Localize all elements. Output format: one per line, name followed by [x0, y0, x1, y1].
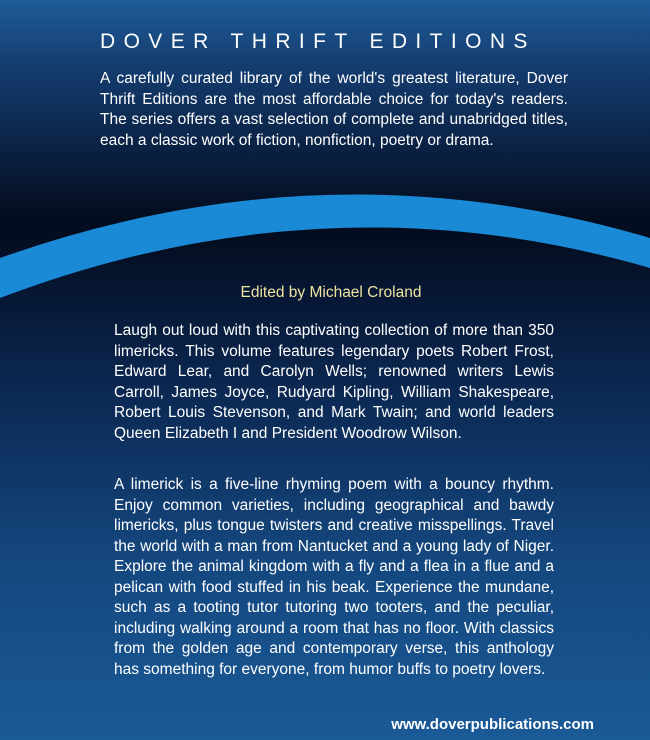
series-description: A carefully curated library of the world's greatest literature, Dover Thrift Editions are the most affordable choice for today's readers. The series offers a vast selection of complete and unabridged titles, each a classic work of fiction, nonfiction, poetry or drama.: [100, 70, 568, 149]
blurb-paragraph: Laugh out loud with this captivating collection of more than 350 limericks. This volume features legendary poets Robert Frost, Edward Lear, and Carolyn Wells; renowned writers Lewis Carroll, James Joyce, Rudyard Kipling, William Shakespeare, Robert Louis Stevenson, and Mark Twain; and world leaders Queen Elizabeth I and President Woodrow Wilson.: [114, 322, 554, 442]
blurb-paragraph: A limerick is a five-line rhyming poem with a bouncy rhythm. Enjoy common varieties, including geographical and bawdy limericks, plus tongue twisters and creative misspellings. Travel the world with a man from Nantucket and a young lady of Niger. Explore the animal kingdom with a fly and a flea in a flue and a pelican with food stuffed in his beak. Experience the mundane, such as a tooting tutor tutoring two tooters, and the peculiar, including walking around a room that has no floor. With classics from the golden age and contemporary verse, this anthology has something for everyone, from humor buffs to poetry lovers.: [114, 476, 554, 678]
series-title: DOVER THRIFT EDITIONS: [100, 30, 536, 53]
editor-credit: Edited by Michael Croland: [240, 284, 422, 301]
publisher-url: www.doverpublications.com: [391, 716, 594, 733]
